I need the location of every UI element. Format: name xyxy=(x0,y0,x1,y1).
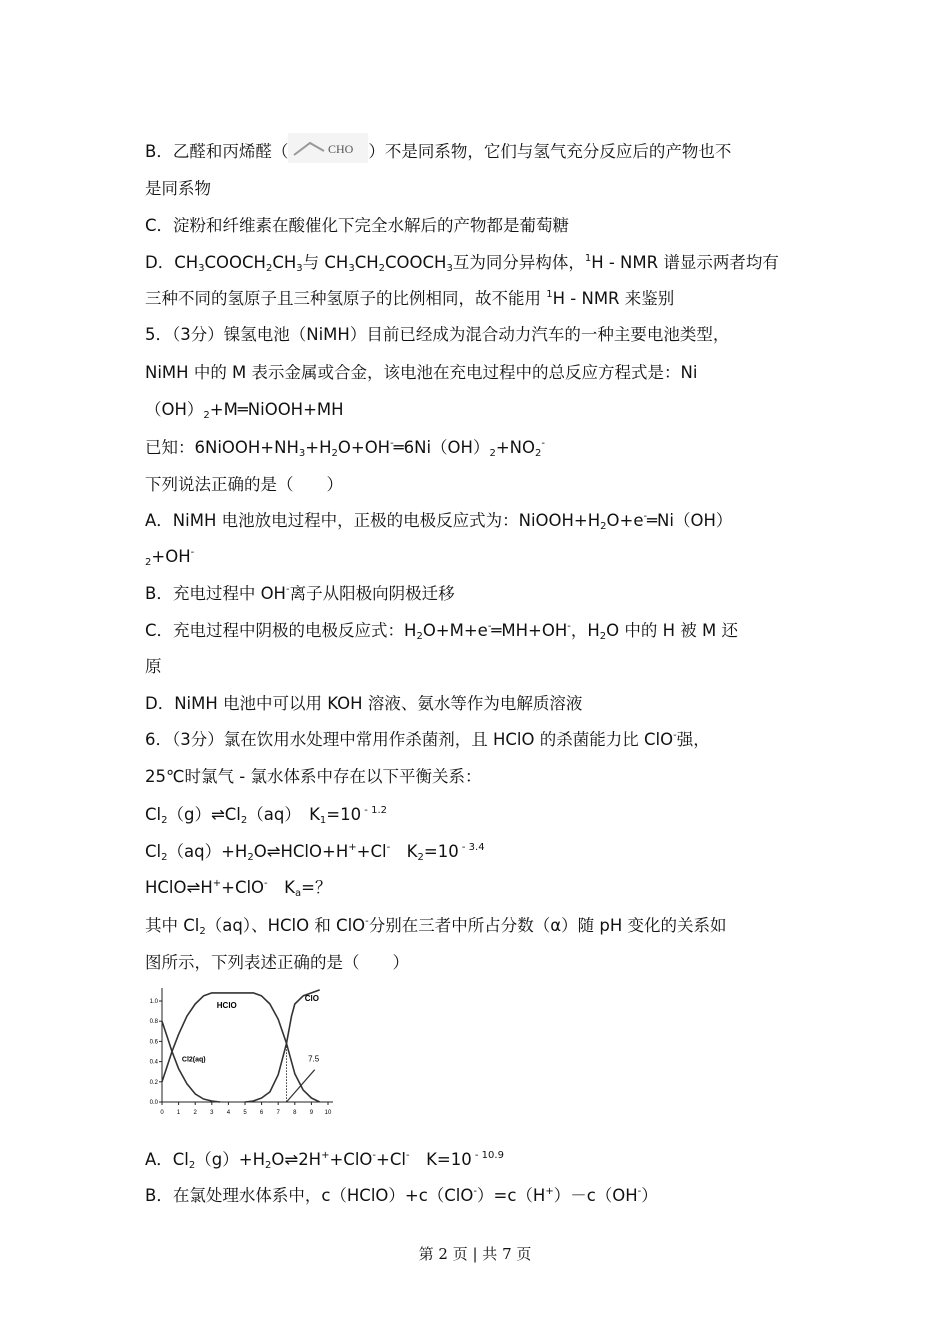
option-b xyxy=(145,583,455,605)
label-hclo: HClO xyxy=(216,1001,237,1011)
superscript: 1 xyxy=(584,253,592,264)
superscript: 1 xyxy=(546,289,553,300)
acrolein-structure-image xyxy=(288,133,368,163)
superscript: - xyxy=(390,438,394,449)
text-segment: B．在氯处理水体系中，c（HClO）+c（ClO xyxy=(145,1186,474,1205)
superscript: + xyxy=(545,1186,554,1197)
text-segment: K xyxy=(390,842,418,861)
text-segment: 25℃时氯气 - 氯水体系中存在以下平衡关系： xyxy=(145,767,482,786)
fraction-vs-ph-chart xyxy=(145,985,340,1120)
subscript: 2 xyxy=(247,852,254,863)
y-tick-label: 0.0 xyxy=(149,1100,158,1106)
text-segment: CH xyxy=(354,253,379,272)
subscript: 2 xyxy=(416,631,423,642)
text-segment: Cl xyxy=(145,842,162,861)
text-segment: =10 xyxy=(423,842,459,861)
text-segment: （aq）、HClO 和 ClO xyxy=(205,916,366,935)
subscript: 2 xyxy=(145,557,152,568)
x-tick-label: 7 xyxy=(276,1110,280,1116)
y-tick-label: 0.8 xyxy=(149,1019,158,1026)
superscript: - xyxy=(386,842,391,853)
text-line xyxy=(145,252,779,274)
subscript: 2 xyxy=(265,263,273,274)
page-footer: 第 2 页 | 共 7 页 xyxy=(418,1245,532,1263)
text-segment: H - NMR 谱显示两者均有 xyxy=(591,253,779,272)
text-segment: 分别在三者中所占分数（α）随 pH 变化的关系如 xyxy=(368,916,727,935)
superscript: - xyxy=(405,1150,410,1161)
superscript: - xyxy=(567,621,571,632)
text-segment: ）=c（H xyxy=(477,1186,546,1205)
text-segment: +Cl xyxy=(356,842,387,861)
text-segment: O 中的 H 被 M 还 xyxy=(606,621,739,640)
x-tick-label: 10 xyxy=(324,1110,332,1116)
text-segment: ）－c（OH xyxy=(553,1186,638,1205)
text-segment: C．淀粉和纤维素在酸催化下完全水解后的产物都是葡萄糖 xyxy=(145,216,570,235)
text-segment: COOCH xyxy=(204,253,266,272)
y-tick-label: 0.4 xyxy=(149,1059,158,1066)
text-segment: +Cl xyxy=(376,1150,406,1169)
text-segment: 互为同分异构体， xyxy=(452,253,585,272)
text-line xyxy=(145,952,409,974)
text-line xyxy=(145,656,162,678)
text-line xyxy=(145,288,674,310)
text-segment: O+OH xyxy=(337,438,391,457)
text-segment: =？ xyxy=(301,878,332,897)
x-tick-label: 3 xyxy=(210,1110,214,1116)
x-tick-label: 2 xyxy=(193,1110,197,1116)
text-segment: C．充电过程中阴极的电极反应式：H xyxy=(145,621,417,640)
superscript: + xyxy=(348,842,357,853)
option-d xyxy=(145,693,582,715)
subscript: 2 xyxy=(535,448,542,459)
x-tick-label: 6 xyxy=(259,1110,264,1116)
text-segment: COOCH xyxy=(385,253,447,272)
subscript: 3 xyxy=(198,263,205,274)
x-tick-label: 9 xyxy=(309,1110,314,1116)
question-6-stem xyxy=(145,729,710,751)
text-segment: 已知：6NiOOH+NH xyxy=(145,438,299,457)
x-tick-label: 1 xyxy=(176,1110,181,1116)
subscript: 2 xyxy=(161,815,168,826)
text-segment: 图所示，下列表述正确的是（ ） xyxy=(145,953,409,972)
equation-line xyxy=(145,877,331,899)
superscript: - 10.9 xyxy=(471,1150,504,1161)
text-segment: ═Ni（OH） xyxy=(647,511,733,530)
option-a xyxy=(145,1149,504,1171)
text-segment: （aq） K xyxy=(247,805,320,824)
text-segment: 强， xyxy=(676,730,710,749)
text-segment: D．NiMH 电池中可以用 KOH 溶液、氨水等作为电解质溶液 xyxy=(145,694,583,713)
text-segment: O⇌2H xyxy=(271,1150,322,1169)
subscript: 2 xyxy=(188,1160,196,1171)
text-segment: +ClO xyxy=(221,878,265,897)
text-segment: =10 xyxy=(326,805,362,824)
superscript: - xyxy=(190,547,195,558)
superscript: - xyxy=(643,511,648,522)
text-segment: （aq）+H xyxy=(167,842,248,861)
text-segment: A．NiMH 电池放电过程中，正极的电极反应式为：NiOOH+H xyxy=(145,511,601,530)
text-segment: O⇌HClO+H xyxy=(253,842,349,861)
text-segment: 与 CH xyxy=(302,253,349,272)
superscript: - xyxy=(673,730,677,741)
subscript: 3 xyxy=(348,263,355,274)
text-segment: O+e xyxy=(606,511,644,530)
text-segment: ，H xyxy=(570,621,600,640)
subscript: 3 xyxy=(446,263,453,274)
text-segment: +NO xyxy=(495,438,535,457)
subscript: 2 xyxy=(161,852,168,863)
subscript: 2 xyxy=(417,852,424,863)
text-segment: ═6Ni（OH） xyxy=(393,438,490,457)
subscript: 2 xyxy=(240,815,248,826)
x-tick-label: 5 xyxy=(243,1110,247,1116)
text-segment: 下列说法正确的是（ ） xyxy=(145,475,343,494)
subscript: 2 xyxy=(203,410,210,421)
superscript: + xyxy=(212,878,222,889)
superscript: - 3.4 xyxy=(458,842,485,853)
subscript: 2 xyxy=(331,448,338,459)
text-segment: B．充电过程中 OH xyxy=(145,584,286,603)
x-tick-label: 0 xyxy=(160,1110,164,1116)
text-segment: +H xyxy=(305,438,332,457)
text-segment: O+M+e xyxy=(422,621,488,640)
text-segment: （g）+H xyxy=(195,1150,265,1169)
series-line-hclo xyxy=(162,993,320,1102)
text-segment: K xyxy=(267,878,295,897)
superscript: - xyxy=(285,584,290,595)
option-b xyxy=(145,1185,658,1207)
subscript: 2 xyxy=(489,448,496,459)
text-line xyxy=(145,178,211,200)
question-5-stem xyxy=(145,324,729,346)
subscript: a xyxy=(294,888,302,899)
subscript: 3 xyxy=(298,448,306,459)
subscript: 2 xyxy=(599,631,607,642)
text-line xyxy=(145,362,697,384)
superscript: - xyxy=(541,438,545,449)
text-segment: B．乙醛和丙烯醛（ xyxy=(145,142,289,161)
text-line xyxy=(145,133,731,163)
annotation-label: 7.5 xyxy=(308,1054,320,1064)
equation-line xyxy=(145,841,485,863)
text-segment: 其中 Cl xyxy=(145,916,200,935)
subscript: 2 xyxy=(378,263,386,274)
equation-line xyxy=(145,804,387,826)
text-segment: A．Cl xyxy=(145,1150,189,1169)
subscript: 3 xyxy=(296,263,303,274)
text-segment: +ClO xyxy=(329,1150,373,1169)
text-line xyxy=(145,437,545,459)
x-tick-label: 8 xyxy=(293,1110,297,1116)
subscript: 1 xyxy=(319,815,327,826)
text-segment: D．CH xyxy=(145,253,199,272)
superscript: - xyxy=(365,916,369,927)
subscript: 2 xyxy=(265,1160,272,1171)
series-line-clo xyxy=(245,990,320,1102)
superscript: - 1.2 xyxy=(361,805,387,816)
superscript: + xyxy=(321,1150,330,1161)
text-segment: 是同系物 xyxy=(145,179,211,198)
superscript: - xyxy=(487,621,492,632)
label-clo: ClO xyxy=(304,994,319,1003)
superscript: - xyxy=(637,1186,642,1197)
svg-text:CHO: CHO xyxy=(328,142,354,156)
text-segment: NiMH 中的 M 表示金属或合金，该电池在充电过程中的总反应方程式是：Ni xyxy=(145,363,698,382)
text-segment: ═MH+OH xyxy=(491,621,568,640)
superscript: - xyxy=(372,1150,377,1161)
text-segment: Cl xyxy=(145,805,162,824)
text-segment: ）不是同系物，它们与氢气充分反应后的产物也不 xyxy=(368,142,732,161)
text-line xyxy=(145,766,481,788)
text-segment: HClO⇌H xyxy=(145,878,213,897)
text-segment: +OH xyxy=(151,547,191,566)
y-tick-label: 1.0 xyxy=(149,999,158,1005)
text-segment: K=10 xyxy=(409,1150,472,1169)
superscript: - xyxy=(264,878,268,889)
text-line xyxy=(145,215,569,237)
text-segment: CH xyxy=(272,253,297,272)
option-a xyxy=(145,510,732,532)
text-segment: 6．（3分）氯在饮用水处理中常用作杀菌剂，且 HClO 的杀菌能力比 ClO xyxy=(145,730,674,749)
label-cl2aq: Cl2(aq) xyxy=(181,1056,206,1064)
text-segment: 5．（3分）镍氢电池（NiMH）目前已经成为混合动力汽车的一种主要电池类型， xyxy=(145,325,730,344)
text-line xyxy=(145,474,343,496)
text-segment: +M═NiOOH+MH xyxy=(209,400,344,419)
text-segment: ） xyxy=(641,1186,658,1205)
option-c xyxy=(145,620,738,642)
subscript: 2 xyxy=(600,521,607,532)
text-segment: 原 xyxy=(145,657,162,676)
x-tick-label: 4 xyxy=(226,1110,231,1116)
text-segment: （g）⇌Cl xyxy=(167,805,241,824)
subscript: 2 xyxy=(199,926,206,937)
text-segment: （OH） xyxy=(145,400,204,419)
superscript: - xyxy=(473,1186,477,1197)
y-tick-label: 0.2 xyxy=(149,1079,158,1086)
y-tick-label: 0.6 xyxy=(149,1039,158,1046)
text-line xyxy=(145,546,194,568)
text-segment: 离子从阳极向阴极迁移 xyxy=(289,584,455,603)
text-segment: 三种不同的氢原子且三种氢原子的比例相同，故不能用 xyxy=(145,289,547,308)
text-segment: H - NMR 来鉴别 xyxy=(552,289,675,308)
text-line xyxy=(145,399,344,421)
text-line xyxy=(145,915,727,937)
